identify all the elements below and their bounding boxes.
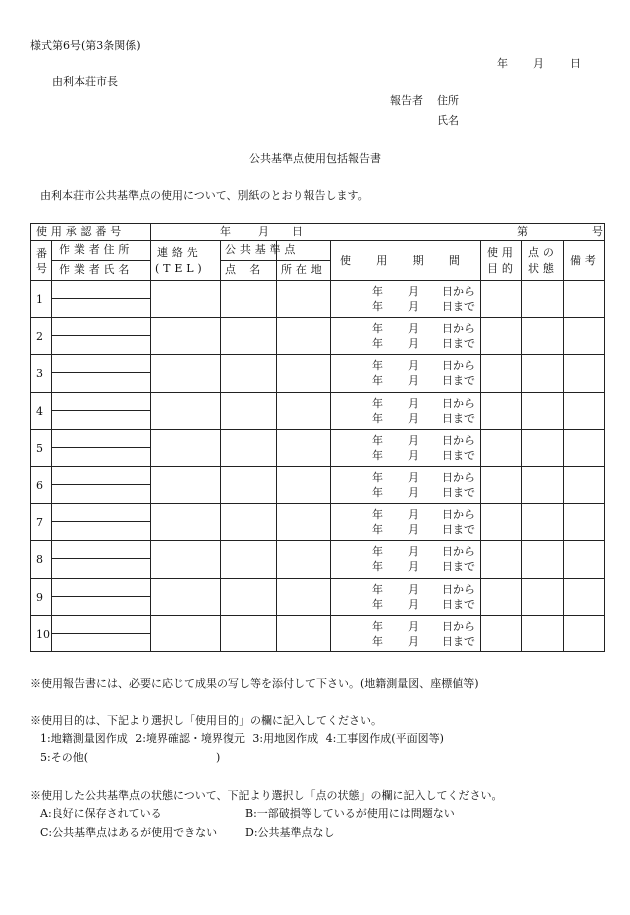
period-from: 日から [442, 619, 475, 633]
col-worker-name: 作業者氏名 [59, 263, 134, 276]
period-year: 年 [372, 411, 383, 425]
grid-approval-row [30, 240, 605, 241]
period-to: 日まで [442, 337, 475, 351]
grid-worker-split-8 [51, 596, 150, 597]
grid-row-3 [30, 392, 605, 393]
grid-left [30, 223, 31, 652]
period-to: 日まで [442, 523, 475, 537]
period-month: 月 [408, 597, 419, 611]
report-table [30, 223, 605, 652]
grid-v-1 [220, 240, 221, 652]
reporter-label: 報告者 [390, 94, 423, 107]
period-year: 年 [372, 359, 383, 373]
grid-worker-split-1 [51, 335, 150, 336]
period-year: 年 [372, 322, 383, 336]
col-purpose-1: 使用 [487, 246, 517, 259]
period-from: 日から [442, 433, 475, 447]
period-year: 年 [372, 285, 383, 298]
period-to: 日まで [442, 560, 475, 574]
period-month: 月 [408, 359, 419, 373]
row-number: 4 [36, 404, 43, 418]
period-year: 年 [372, 523, 383, 537]
note-purpose-other: 5:その他( [40, 751, 88, 764]
row-number: 8 [36, 553, 43, 567]
grid-worker-split-5 [51, 484, 150, 485]
period-year: 年 [372, 560, 383, 574]
period-month: 月 [408, 337, 419, 351]
period-year: 年 [372, 448, 383, 462]
period-year: 年 [372, 396, 383, 410]
period-month: 月 [408, 486, 419, 499]
period-year: 年 [372, 300, 383, 313]
approval-month: 月 [258, 225, 269, 238]
period-month: 月 [408, 508, 419, 522]
grid-row-2 [30, 354, 605, 355]
note-purpose-intro: ※使用目的は、下記より選択し「使用目的」の欄に記入してください。 [30, 714, 382, 727]
period-month: 月 [408, 582, 419, 596]
approval-year: 年 [220, 225, 231, 238]
grid-v-2 [276, 240, 277, 652]
note-state-b: B:一部破損等しているが使用には問題ない [245, 807, 455, 820]
col-period: 使用期間 [340, 254, 486, 267]
period-year: 年 [372, 545, 383, 559]
period-month: 月 [408, 471, 419, 484]
period-month: 月 [408, 300, 419, 313]
approval-day: 日 [292, 225, 303, 238]
period-year: 年 [372, 508, 383, 522]
period-year: 年 [372, 582, 383, 596]
period-year: 年 [372, 374, 383, 388]
grid-worker-split-6 [51, 521, 150, 522]
period-to: 日まで [442, 300, 475, 313]
grid-row-7 [30, 540, 605, 541]
note-state-intro: ※使用した公共基準点の状態について、下記より選択し「点の状態」の欄に記入してください。 [30, 789, 503, 802]
row-number: 10 [36, 627, 50, 641]
period-month: 月 [408, 322, 419, 336]
note-attachment: ※使用報告書には、必要に応じて成果の写し等を添付して下さい。(地籍測量図、座標値等) [30, 677, 479, 690]
period-to: 日まで [442, 374, 475, 388]
grid-worker-split-9 [51, 633, 150, 634]
grid-v-6 [563, 240, 564, 652]
grid-v-5 [521, 240, 522, 652]
date-day: 日 [570, 57, 581, 70]
grid-top [30, 223, 605, 224]
grid-worker-split-2 [51, 372, 150, 373]
period-from: 日から [442, 508, 475, 522]
note-state-c: C:公共基準点はあるが使用できない [40, 826, 218, 839]
addressee: 由利本荘市長 [52, 75, 118, 88]
period-month: 月 [408, 396, 419, 410]
grid-worker-split-4 [51, 447, 150, 448]
period-month: 月 [408, 634, 419, 648]
row-number: 6 [36, 479, 43, 492]
period-month: 月 [408, 619, 419, 633]
col-point-location: 所在地 [281, 263, 326, 276]
grid-row-4 [30, 429, 605, 430]
form-number: 様式第6号(第3条関係) [30, 39, 141, 52]
period-month: 月 [408, 433, 419, 447]
grid-row-6 [30, 503, 605, 504]
period-from: 日から [442, 396, 475, 410]
approval-go: 号 [592, 225, 603, 238]
period-year: 年 [372, 619, 383, 633]
grid-worker-split-7 [51, 558, 150, 559]
grid-bottom [30, 651, 605, 652]
col-contact-tel: (TEL) [155, 262, 206, 275]
period-year: 年 [372, 471, 383, 484]
period-month: 月 [408, 448, 419, 462]
grid-row-1 [30, 317, 605, 318]
period-to: 日まで [442, 634, 475, 648]
note-purpose-other-close: ) [216, 751, 221, 764]
period-year: 年 [372, 433, 383, 447]
row-number: 1 [36, 293, 43, 306]
note-state-a: A:良好に保存されている [40, 807, 162, 820]
row-number: 2 [36, 330, 43, 344]
period-from: 日から [442, 285, 475, 298]
col-state-2: 状態 [528, 262, 558, 275]
period-month: 月 [408, 411, 419, 425]
col-state-1: 点の [528, 246, 558, 259]
period-to: 日まで [442, 597, 475, 611]
period-from: 日から [442, 322, 475, 336]
grid-row-9 [30, 615, 605, 616]
row-number: 3 [36, 367, 43, 381]
date-year: 年 [497, 57, 508, 70]
approval-dai: 第 [517, 225, 528, 238]
period-month: 月 [408, 560, 419, 574]
intro-text: 由利本荘市公共基準点の使用について、別紙のとおり報告します。 [40, 189, 369, 202]
approval-number-label: 使用承認番号 [36, 225, 126, 238]
period-from: 日から [442, 545, 475, 559]
col-purpose-2: 目的 [487, 262, 517, 275]
period-to: 日まで [442, 486, 475, 499]
period-to: 日まで [442, 411, 475, 425]
grid-row-5 [30, 466, 605, 467]
period-year: 年 [372, 337, 383, 351]
grid-v-contact [150, 223, 151, 652]
col-worker-address: 作業者住所 [59, 243, 134, 256]
period-from: 日から [442, 582, 475, 596]
period-year: 年 [372, 597, 383, 611]
name-label: 氏名 [437, 114, 459, 127]
note-state-d: D:公共基準点なし [245, 826, 335, 839]
period-month: 月 [408, 374, 419, 388]
col-number-2: 号 [36, 262, 47, 275]
grid-worker-mid [51, 260, 150, 261]
grid-v-4 [480, 240, 481, 652]
grid-point-mid [220, 260, 330, 261]
note-purpose-options: 1:地籍測量図作成 2:境界確認・境界復元 3:用地図作成 4:工事図作成(平面図等) [40, 732, 444, 745]
grid-row-8 [30, 578, 605, 579]
grid-right [604, 223, 605, 652]
period-year: 年 [372, 486, 383, 499]
period-to: 日まで [442, 448, 475, 462]
row-number: 7 [36, 516, 43, 530]
grid-worker-split-0 [51, 298, 150, 299]
col-number-1: 番 [36, 247, 47, 260]
col-point-group: 公共基準点 [225, 243, 300, 256]
row-number: 5 [36, 441, 43, 455]
grid-header-bottom [30, 280, 605, 281]
grid-v-3 [330, 240, 331, 652]
period-month: 月 [408, 285, 419, 298]
row-number: 9 [36, 590, 43, 604]
col-contact-label: 連絡先 [157, 246, 202, 259]
document-title: 公共基準点使用包括報告書 [249, 152, 381, 165]
grid-worker-split-3 [51, 410, 150, 411]
col-point-name: 点名 [225, 263, 274, 276]
period-year: 年 [372, 634, 383, 648]
period-from: 日から [442, 359, 475, 373]
date-month: 月 [533, 57, 544, 70]
address-label: 住所 [437, 94, 459, 107]
period-month: 月 [408, 545, 419, 559]
period-from: 日から [442, 471, 475, 484]
col-remarks: 備考 [570, 254, 600, 267]
period-month: 月 [408, 523, 419, 537]
